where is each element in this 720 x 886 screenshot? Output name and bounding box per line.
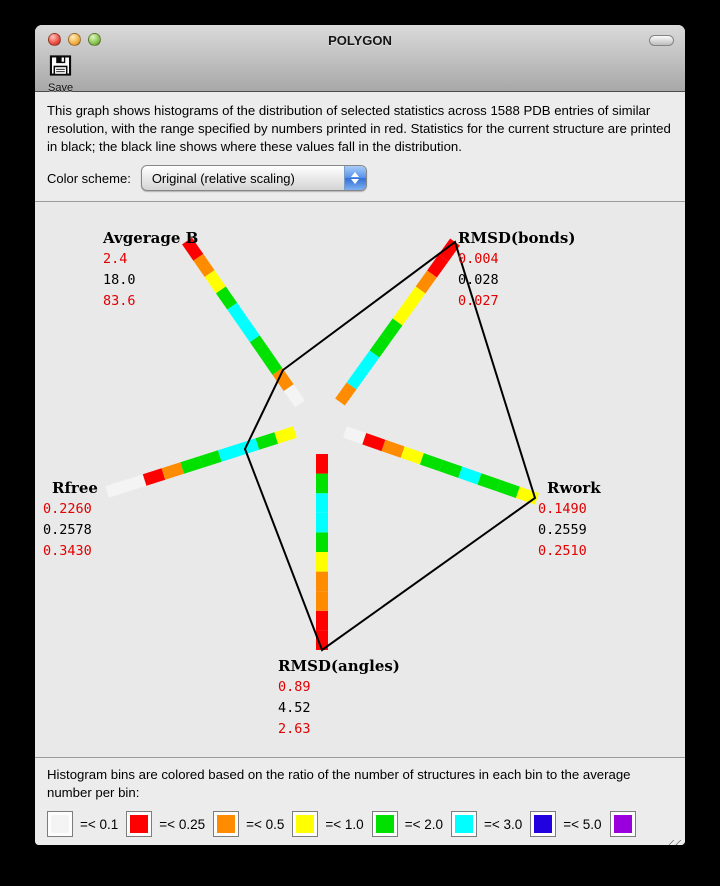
histogram-segment [409,290,421,306]
histogram-segment [375,338,387,354]
axis-current-value: 18.0 [103,272,136,288]
legend-bins [47,811,683,837]
legend-bin-red [126,811,213,837]
histogram-segment [383,445,402,452]
histogram-segment [403,452,422,459]
histogram-segment [422,459,441,466]
axis-label: Avgerage B [103,229,199,247]
histogram-segment [364,439,383,446]
histogram-segment [198,257,209,273]
axis-max-value: 0.3430 [43,543,92,559]
legend-bin-label: =< 2.0 [404,816,443,832]
legend-bin-label: =< 1.0 [325,816,364,832]
axis-current-value: 0.028 [458,272,499,288]
histogram-segment [289,388,300,404]
swatch-color [217,815,235,833]
close-button[interactable] [48,33,61,46]
axis-rwork [538,479,601,562]
axis-current-value: 4.52 [278,700,311,716]
legend-bin-white [47,811,126,837]
histogram-segment [479,479,498,486]
histogram-segment [441,466,460,473]
axis-label: Rfree [52,479,98,497]
histogram-segment [352,370,364,386]
histogram-segment [432,258,444,274]
polygon-chart [35,202,685,757]
axis-current-value: 0.2559 [538,522,587,538]
axis-label: RMSD(bonds) [458,229,576,247]
legend-bin-label: =< 5.0 [563,816,602,832]
histogram-segment [276,432,295,438]
axis-max-value: 83.6 [103,293,136,309]
color-scheme-dropdown[interactable] [141,165,367,191]
legend-swatch-cyan [451,811,477,837]
description-panel [35,92,685,201]
legend-bin-label: =< 3.0 [483,816,523,832]
axis-average-b [103,229,198,312]
save-button-label: Save [48,82,74,94]
description-text: This graph shows histograms of the distribution of selected statistics across 1588 PDB entries of similar resolution, with the range specified by numbers printed in red. Statistics for the current structure are printed in black; the black line shows where these values fall in the distribution. [47,103,671,154]
axis-label: RMSD(angles) [278,657,400,675]
histogram-segment [398,306,410,322]
legend-bin-yellow [292,811,371,837]
window-title: POLYGON [328,32,392,48]
histogram-segment [210,274,221,290]
legend-swatch-blue [530,811,556,837]
axis-label: Rwork [547,479,601,497]
swatch-color [534,815,552,833]
legend-bin-label: =< 0.5 [246,816,285,832]
save-icon [49,55,72,81]
swatch-color [296,815,314,833]
histogram-segment [255,339,266,355]
axis-min-value: 2.4 [103,251,128,267]
axis-min-value: 0.2260 [43,501,92,517]
histogram-segment [145,474,164,480]
legend-swatch-yellow [292,811,318,837]
axis-max-value: 0.2510 [538,543,587,559]
legend-bin-blue [530,811,609,837]
legend-swatch-purple [610,811,636,837]
histogram-segment [126,480,145,486]
legend-bin-label: =< 0.1 [80,816,119,832]
swatch-color [376,815,394,833]
swatch-color [614,815,632,833]
histogram-segment [221,290,232,306]
axis-min-value: 0.004 [458,251,499,267]
title-bar[interactable] [35,25,685,55]
histogram-segment [232,306,243,322]
histogram-segment [266,355,277,371]
legend-note: Histogram bins are colored based on the ratio of the number of structures in each bin to the average number per bin: [47,767,631,800]
axis-min-value: 0.89 [278,679,311,695]
histogram-segment [421,274,433,290]
traffic-lights [48,33,101,46]
color-scheme-label: Color scheme: [47,170,131,186]
swatch-color [130,815,148,833]
legend-swatch-white [47,811,73,837]
histogram-segment [257,438,276,444]
toolbar-toggle-button[interactable] [649,35,674,46]
histogram-segment [107,486,126,492]
legend-panel [35,757,685,845]
polygon-window [35,25,685,845]
histogram-segment [201,456,220,462]
legend-swatch-red [126,811,152,837]
histogram-segment [182,462,201,468]
axis-rmsd-bonds [458,229,575,312]
legend-bin-orange [213,811,292,837]
window-chrome [35,25,685,92]
histogram-segment [499,486,518,493]
histogram-segment [163,468,182,474]
legend-swatch-orange [213,811,239,837]
histogram-segment [244,323,255,339]
save-button[interactable] [48,55,73,94]
histogram-segment [340,386,352,402]
legend-bin-purple [610,811,643,837]
minimize-button[interactable] [68,33,81,46]
legend-bin-label: =< 0.25 [159,816,206,832]
axis-rmsd-angles [278,657,400,740]
histogram-segment [345,432,364,439]
axis-max-value: 2.63 [278,721,311,737]
color-scheme-selected: Original (relative scaling) [151,170,295,186]
toolbar [35,55,685,94]
axis-rfree [43,479,98,562]
up-arrow-icon [351,172,359,177]
swatch-color [51,815,69,833]
legend-bin-green [372,811,451,837]
dropdown-stepper-icon [344,166,366,190]
histogram-segment [460,472,479,479]
histogram-segment [220,450,239,456]
histogram-segment [363,354,375,370]
color-scheme-row [47,165,673,201]
legend-swatch-green [372,811,398,837]
swatch-color [455,815,473,833]
histogram-segment [386,322,398,338]
resize-grip[interactable] [669,840,684,845]
axis-max-value: 0.027 [458,293,499,309]
zoom-button[interactable] [88,33,101,46]
axis-min-value: 0.1490 [538,501,587,517]
legend-bin-cyan [451,811,530,837]
axis-current-value: 0.2578 [43,522,92,538]
down-arrow-icon [351,179,359,184]
